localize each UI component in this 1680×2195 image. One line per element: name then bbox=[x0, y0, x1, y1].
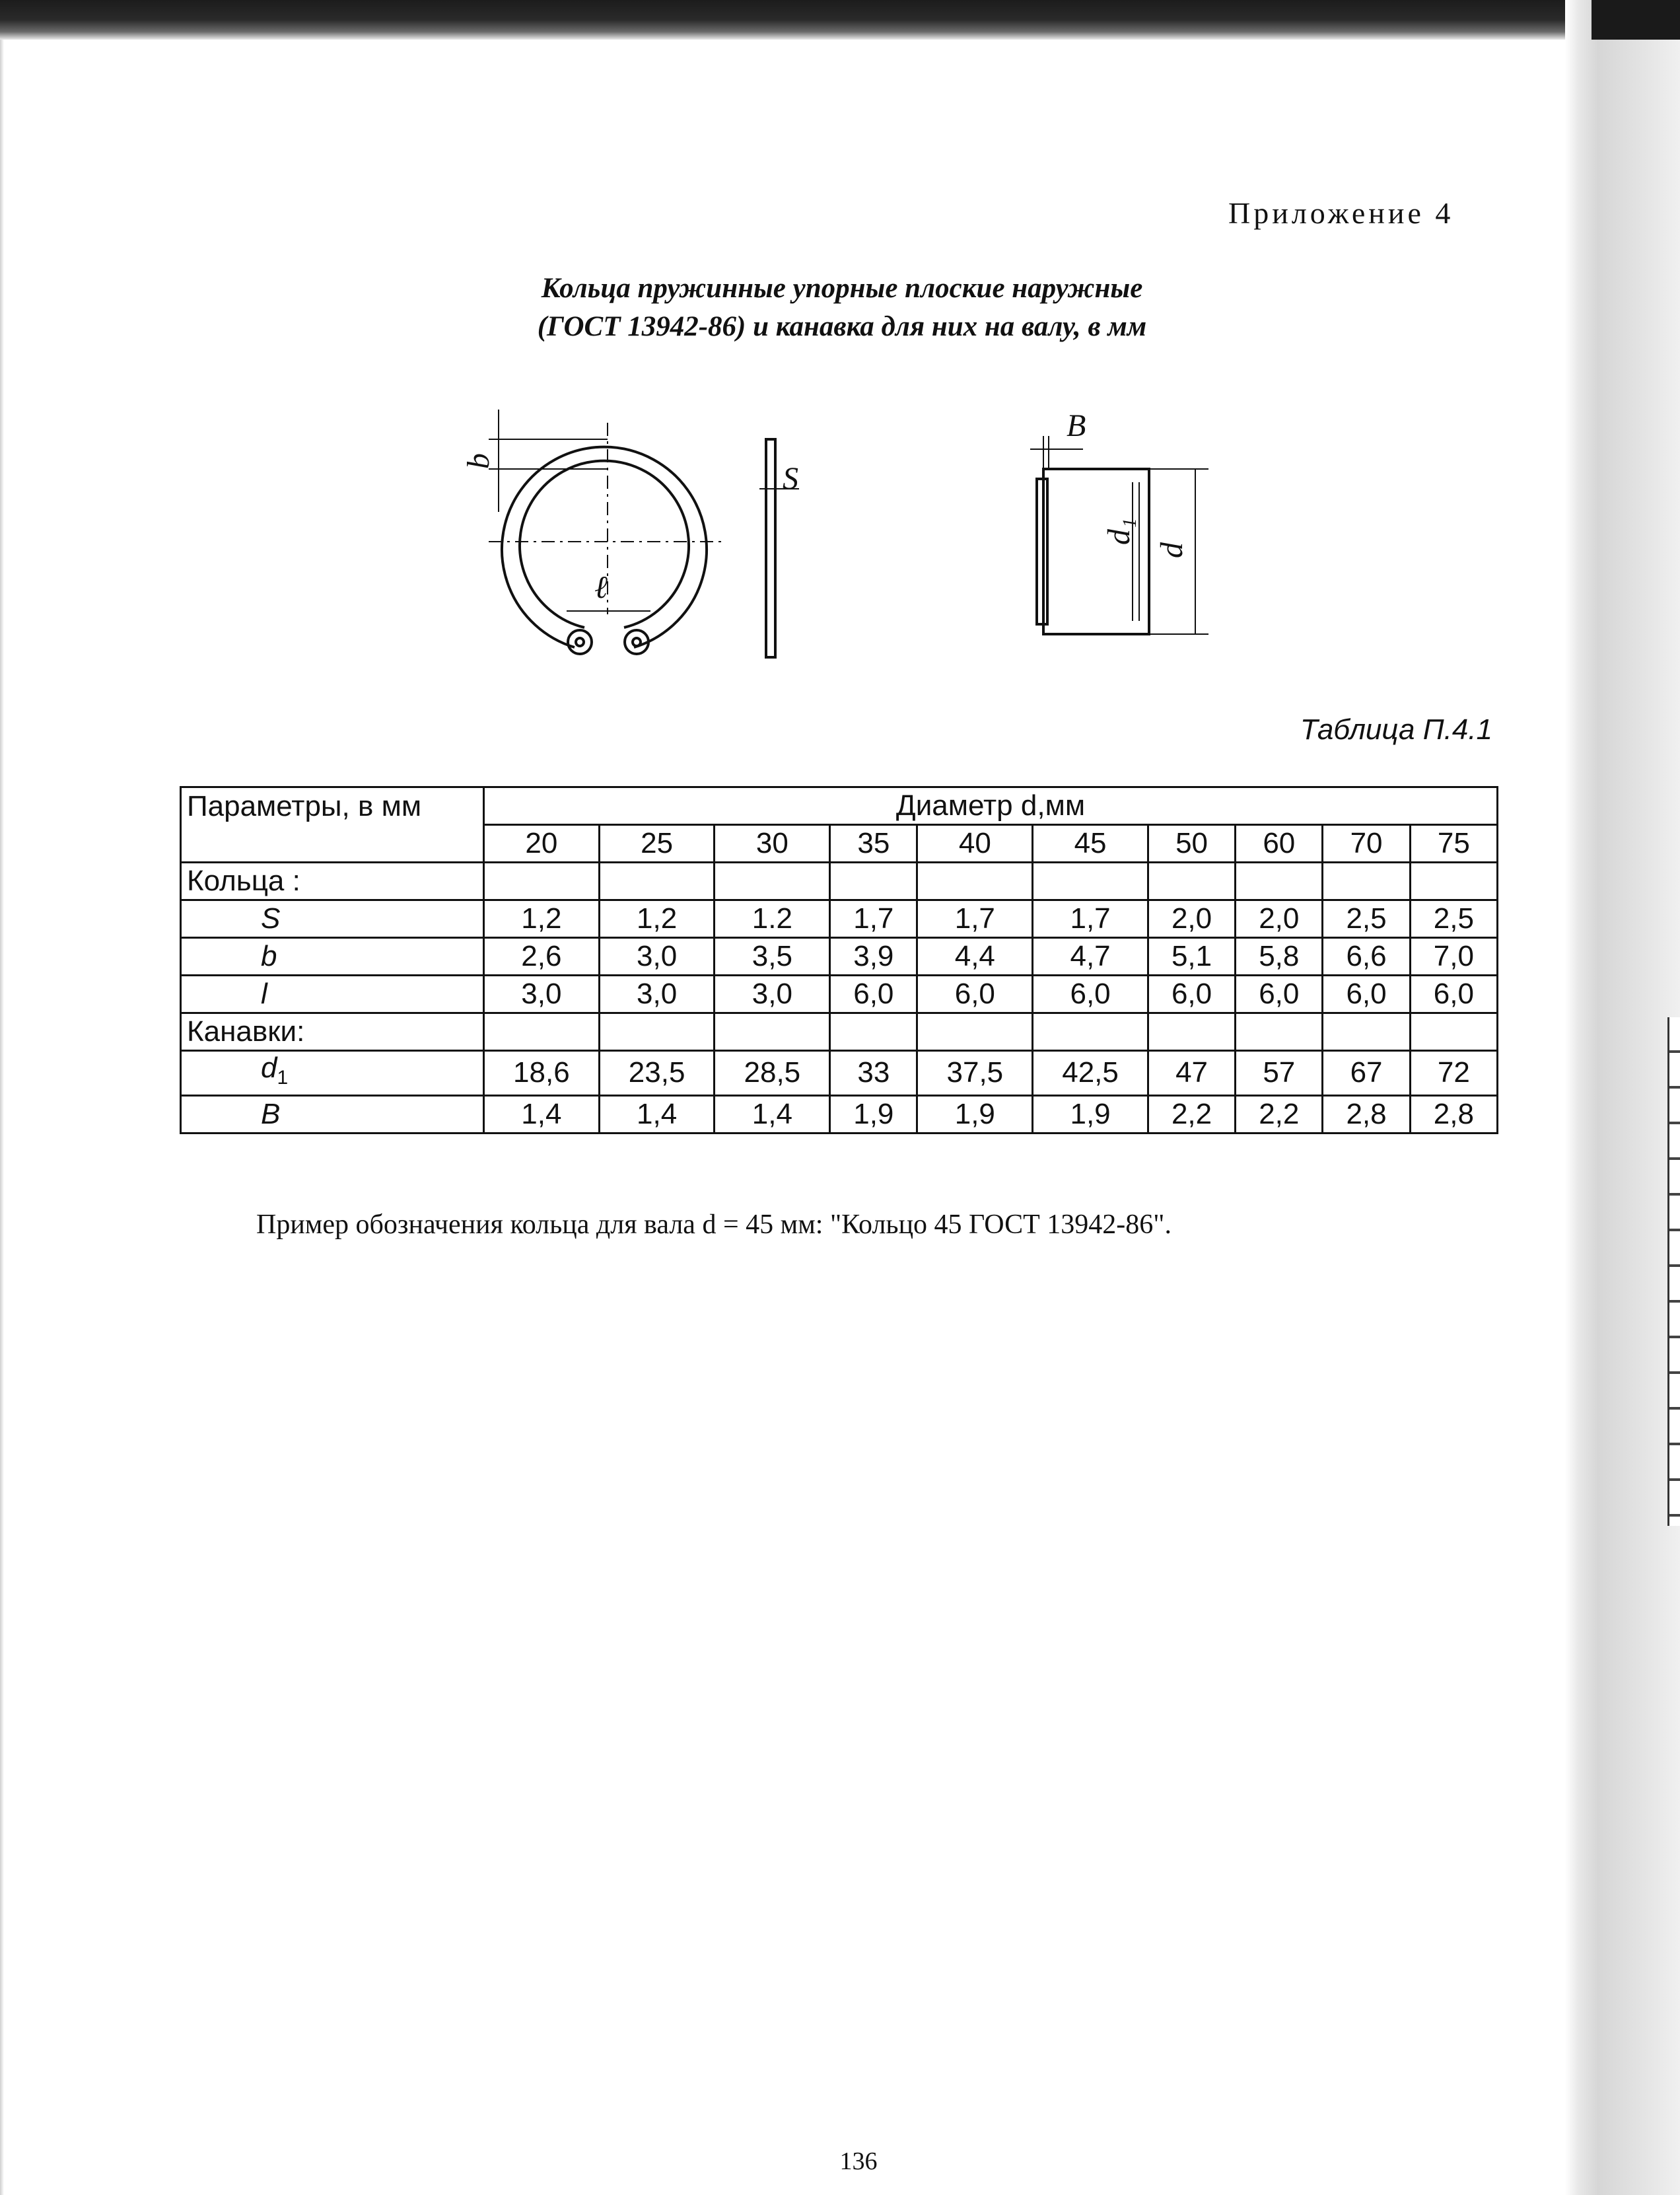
empty-cell bbox=[1323, 1013, 1410, 1051]
diameter-cell: 20 bbox=[484, 825, 600, 863]
param-value-cell: 6,0 bbox=[1148, 976, 1235, 1013]
param-value-cell: 5,1 bbox=[1148, 938, 1235, 976]
title-line-2: (ГОСТ 13942-86) и канавка для них на валу, в мм bbox=[537, 311, 1147, 342]
param-value-cell: 1,9 bbox=[1033, 1095, 1148, 1133]
empty-cell bbox=[599, 863, 715, 900]
empty-cell bbox=[1148, 863, 1235, 900]
param-value-cell: 42,5 bbox=[1033, 1051, 1148, 1096]
param-value-cell: 6,0 bbox=[830, 976, 917, 1013]
param-value-cell: 3,0 bbox=[715, 976, 830, 1013]
empty-cell bbox=[715, 863, 830, 900]
diameter-cell: 35 bbox=[830, 825, 917, 863]
diameter-cell: 60 bbox=[1236, 825, 1323, 863]
param-row-label: S bbox=[181, 900, 484, 938]
rings-group-label: Кольца : bbox=[181, 863, 484, 900]
param-value-cell: 6,0 bbox=[1410, 976, 1497, 1013]
document-title bbox=[462, 270, 1222, 346]
title-line-1: Кольца пружинные упорные плоские наружные bbox=[541, 273, 1143, 304]
scan-right-corner bbox=[1592, 0, 1680, 40]
ring-side-view bbox=[766, 439, 775, 657]
param-row-label: l bbox=[181, 976, 484, 1013]
empty-cell bbox=[1236, 1013, 1323, 1051]
param-value-cell: 1,7 bbox=[830, 900, 917, 938]
param-value-cell: 3,0 bbox=[599, 938, 715, 976]
param-value-cell: 67 bbox=[1323, 1051, 1410, 1096]
next-page-edge bbox=[1667, 1017, 1680, 1526]
empty-cell bbox=[1033, 863, 1148, 900]
empty-cell bbox=[1410, 863, 1497, 900]
param-value-cell: 2,6 bbox=[484, 938, 600, 976]
designation-example: Пример обозначения кольца для вала d = 45 мм: "Кольцо 45 ГОСТ 13942-86". bbox=[256, 1209, 1172, 1240]
param-row-l bbox=[181, 976, 1498, 1013]
param-value-cell: 6,0 bbox=[917, 976, 1033, 1013]
param-value-cell: 7,0 bbox=[1410, 938, 1497, 976]
param-value-cell: 2,8 bbox=[1323, 1095, 1410, 1133]
param-value-cell: 2,8 bbox=[1410, 1095, 1497, 1133]
empty-cell bbox=[1148, 1013, 1235, 1051]
param-value-cell: 1,4 bbox=[484, 1095, 600, 1133]
param-value-cell: 1,9 bbox=[830, 1095, 917, 1133]
param-value-cell: 1,2 bbox=[484, 900, 600, 938]
empty-cell bbox=[1323, 863, 1410, 900]
param-value-cell: 6,6 bbox=[1323, 938, 1410, 976]
ring-left-lug bbox=[568, 630, 592, 654]
scan-right-shadow bbox=[1565, 0, 1680, 2195]
param-value-cell: 6,0 bbox=[1236, 976, 1323, 1013]
param-value-cell: 1,4 bbox=[599, 1095, 715, 1133]
param-row-b bbox=[181, 1095, 1498, 1133]
diameter-cell: 45 bbox=[1033, 825, 1148, 863]
param-value-cell: 6,0 bbox=[1323, 976, 1410, 1013]
param-value-cell: 4,4 bbox=[917, 938, 1033, 976]
empty-cell bbox=[830, 863, 917, 900]
param-value-cell: 37,5 bbox=[917, 1051, 1033, 1096]
param-value-cell: 1,9 bbox=[917, 1095, 1033, 1133]
empty-cell bbox=[599, 1013, 715, 1051]
empty-cell bbox=[1236, 863, 1323, 900]
param-value-cell: 1,2 bbox=[599, 900, 715, 938]
ring-outer-contour bbox=[502, 447, 707, 647]
param-value-cell: 3,9 bbox=[830, 938, 917, 976]
scan-top-shadow bbox=[0, 0, 1680, 40]
diameter-cell: 70 bbox=[1323, 825, 1410, 863]
empty-cell bbox=[917, 1013, 1033, 1051]
param-value-cell: 2,2 bbox=[1148, 1095, 1235, 1133]
param-value-cell: 5,8 bbox=[1236, 938, 1323, 976]
param-row-label: $d_1$ bbox=[181, 1051, 484, 1096]
param-value-cell: 1,4 bbox=[715, 1095, 830, 1133]
parameters-table bbox=[180, 786, 1498, 1134]
rings-group-row bbox=[181, 863, 1498, 900]
param-row-label: B bbox=[181, 1095, 484, 1133]
param-value-cell: 18,6 bbox=[484, 1051, 600, 1096]
param-value-cell: 2,2 bbox=[1236, 1095, 1323, 1133]
param-row-d1 bbox=[181, 1051, 1498, 1096]
table-caption: Таблица П.4.1 bbox=[1300, 713, 1492, 746]
grooves-group-row bbox=[181, 1013, 1498, 1051]
param-value-cell: 33 bbox=[830, 1051, 917, 1096]
diameter-cell: 30 bbox=[715, 825, 830, 863]
label-b: b bbox=[461, 453, 496, 469]
param-value-cell: 28,5 bbox=[715, 1051, 830, 1096]
param-value-cell: 57 bbox=[1236, 1051, 1323, 1096]
param-header-cell: Параметры, в мм bbox=[181, 787, 484, 863]
param-row-label: b bbox=[181, 938, 484, 976]
param-value-cell: 2,5 bbox=[1410, 900, 1497, 938]
label-l: ℓ bbox=[594, 570, 608, 605]
param-value-cell: 1,7 bbox=[917, 900, 1033, 938]
param-value-cell: 72 bbox=[1410, 1051, 1497, 1096]
param-value-cell: 47 bbox=[1148, 1051, 1235, 1096]
param-value-cell: 23,5 bbox=[599, 1051, 715, 1096]
diameter-cell: 40 bbox=[917, 825, 1033, 863]
empty-cell bbox=[830, 1013, 917, 1051]
label-d1: d₁ bbox=[1102, 518, 1137, 545]
param-value-cell: 3,5 bbox=[715, 938, 830, 976]
param-row-s bbox=[181, 900, 1498, 938]
param-value-cell: 3,0 bbox=[484, 976, 600, 1013]
empty-cell bbox=[484, 863, 600, 900]
empty-cell bbox=[1410, 1013, 1497, 1051]
scan-left-edge bbox=[0, 40, 4, 2195]
grooves-group-label: Канавки: bbox=[181, 1013, 484, 1051]
empty-cell bbox=[1033, 1013, 1148, 1051]
param-value-cell: 1,7 bbox=[1033, 900, 1148, 938]
diameter-cell: 25 bbox=[599, 825, 715, 863]
param-value-cell: 2,0 bbox=[1236, 900, 1323, 938]
label-d: d bbox=[1154, 542, 1189, 558]
param-value-cell: 3,0 bbox=[599, 976, 715, 1013]
diameter-cell: 75 bbox=[1410, 825, 1497, 863]
param-value-cell: 2,0 bbox=[1148, 900, 1235, 938]
label-s: S bbox=[783, 461, 798, 496]
table-header-row bbox=[181, 787, 1498, 825]
param-value-cell: 6,0 bbox=[1033, 976, 1148, 1013]
appendix-heading: Приложение 4 bbox=[1228, 196, 1454, 230]
param-value-cell: 2,5 bbox=[1323, 900, 1410, 938]
empty-cell bbox=[917, 863, 1033, 900]
param-value-cell: 4,7 bbox=[1033, 938, 1148, 976]
label-B: B bbox=[1067, 408, 1086, 443]
param-row-b bbox=[181, 938, 1498, 976]
ring-technical-drawing bbox=[449, 396, 1242, 674]
param-value-cell: 1.2 bbox=[715, 900, 830, 938]
page-number: 136 bbox=[839, 2147, 878, 2175]
empty-cell bbox=[715, 1013, 830, 1051]
diameter-cell: 50 bbox=[1148, 825, 1235, 863]
diameter-header-cell: Диаметр d,мм bbox=[484, 787, 1498, 825]
empty-cell bbox=[484, 1013, 600, 1051]
